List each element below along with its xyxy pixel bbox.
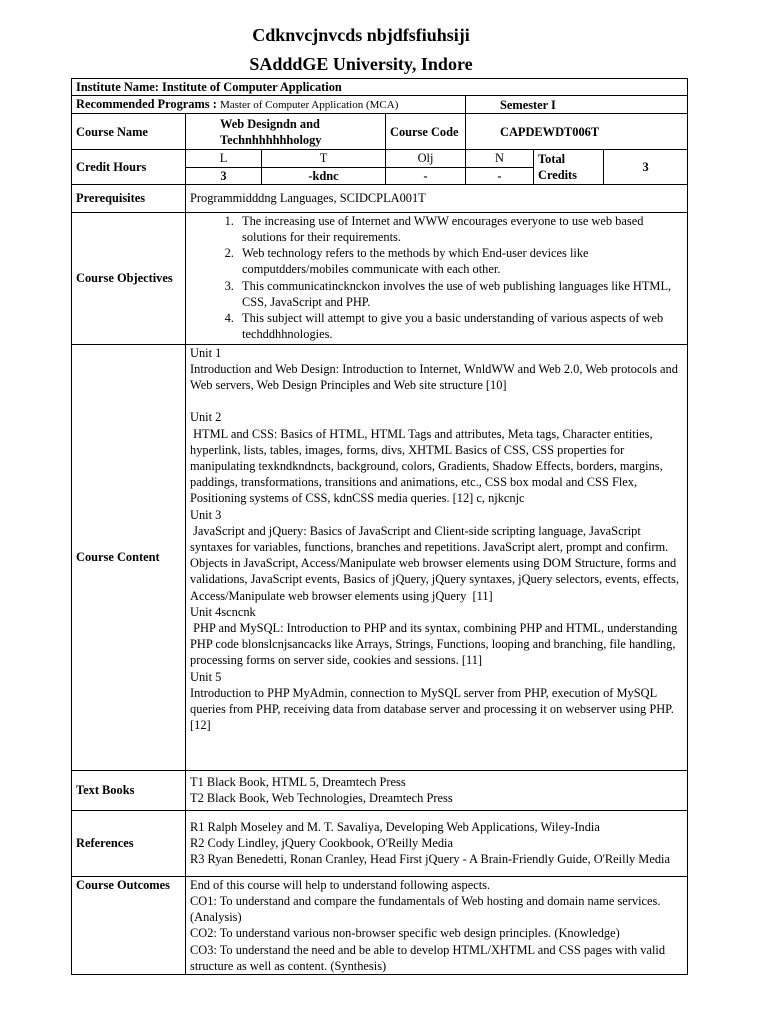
unit-3-text: JavaScript and jQuery: Basics of JavaScript and Client-side scripting language, JavaScript syntaxes for variables, functions, branches and repetitions. JavaScript alert, prompt and confirm. Objects in JavaScript, Access/Manipulate web browser elements using DOM Structure, forms and validations, JavaScript events, Basics of jQuery, jQuery syntaxes, jQuery selectors, events, effects, Access/Manipulate web browser elements using jQuery [11] xyxy=(190,523,682,603)
references-row xyxy=(72,810,688,876)
objective-item: 1. The increasing use of Internet and WWW encourages everyone to use web based solutions for their requirements. xyxy=(237,213,683,245)
reference-item: R2 Cody Lindley, jQuery Cookbook, O'Reilly Media xyxy=(190,836,453,851)
unit-5-text: Introduction to PHP MyAdmin, connection to MySQL server from PHP, execution of MySQL queries from PHP, receiving data from database server and processing it on webserver using PHP. [12] xyxy=(190,685,674,733)
unit-5-title: Unit 5 xyxy=(190,669,222,684)
course-name-value: Web Designdn and Technhhhhhhology xyxy=(186,114,386,150)
course-row xyxy=(72,114,688,150)
outcome-item: CO1: To understand and compare the fundamentals of Web hosting and domain name services. (Analysis) xyxy=(190,894,661,925)
objective-item: 4. This subject will attempt to give you a basic understanding of various aspects of web techddhhnologies. xyxy=(237,310,683,342)
institute-name: Institute Name: Institute of Computer Application xyxy=(72,79,688,96)
course-outcomes xyxy=(186,876,688,974)
objective-item: 2. Web technology refers to the methods by which End-user devices like computdders/mobiles communicate with each other. xyxy=(237,245,683,277)
credit-hours-label: Credit Hours xyxy=(72,150,186,184)
credit-head-t: T xyxy=(262,150,386,167)
credit-head-l: L xyxy=(186,150,262,167)
text-books xyxy=(186,770,688,810)
outcomes-intro: End of this course will help to understand following aspects. xyxy=(190,877,491,892)
total-credits-label: Total Credits xyxy=(534,150,604,184)
recommended-programs xyxy=(72,96,466,114)
credit-head-4: N xyxy=(466,150,534,167)
textbooks-row xyxy=(72,770,688,810)
outcome-item: CO2: To understand various non-browser specific web design principles. (Knowledge) xyxy=(190,926,620,941)
credit-value-3: - xyxy=(386,167,466,184)
references xyxy=(186,810,688,876)
course-objectives-label: Course Objectives xyxy=(72,212,186,344)
programs-value: Master of Computer Application (MCA) xyxy=(219,99,399,112)
unit-1-title: Unit 1 xyxy=(190,345,222,360)
course-code-label: Course Code xyxy=(386,114,466,150)
prerequisites-row xyxy=(72,184,688,212)
reference-item: R3 Ryan Benedetti, Ronan Cranley, Head First jQuery - A Brain-Friendly Guide, O'Reilly Media xyxy=(190,852,670,867)
unit-2-title: Unit 2 xyxy=(190,410,222,425)
credit-head-3: Olj xyxy=(386,150,466,167)
credit-value-4: - xyxy=(466,167,534,184)
content-row xyxy=(72,344,688,770)
total-credits-value: 3 xyxy=(604,150,688,184)
course-code-value: CAPDEWDT006T xyxy=(466,114,688,150)
outcome-item: CO3: To understand the need and be able to develop HTML/XHTML and CSS pages with valid structure as well as content. (Synthesis) xyxy=(190,942,666,973)
unit-3-title: Unit 3 xyxy=(190,507,222,522)
objective-item: 3. This communicatincknckon involves the use of web publishing languages like HTML, CSS, JavaScript and PHP. xyxy=(237,278,683,310)
institute-row xyxy=(72,79,688,96)
course-name-label: Course Name xyxy=(72,114,186,150)
page-heading-line1: Cdknvcjnvcds nbjdfsfiuhsiji xyxy=(252,25,470,45)
prerequisites-label: Prerequisites xyxy=(72,184,186,212)
university-name: SAdddGE University, Indore xyxy=(249,54,473,74)
credit-value-l: 3 xyxy=(186,167,262,184)
text-books-label: Text Books xyxy=(72,770,186,810)
programs-label: Recommended Programs : xyxy=(76,97,220,112)
textbook-item: T2 Black Book, Web Technologies, Dreamtech Press xyxy=(190,791,453,806)
programs-row xyxy=(72,96,688,114)
unit-1-text: Introduction and Web Design: Introduction to Internet, WnldWW and Web 2.0, Web protocols and Web servers, Web Design Principles and Web site structure [10] xyxy=(190,362,678,393)
course-content xyxy=(186,344,688,770)
semester: Semester I xyxy=(466,96,688,114)
prerequisites-value: Programmidddng Languages, SCIDCPLA001T xyxy=(186,184,688,212)
credit-head-row xyxy=(72,150,688,167)
course-outcomes-label: Course Outcomes xyxy=(72,876,186,974)
unit-4-text: PHP and MySQL: Introduction to PHP and its syntax, combining PHP and HTML, understanding PHP code blonslcnjsancacks like Arrays, Strings, Functions, looping and branching, file handling, processing forms on server side, cookies and sessions. [11] xyxy=(190,621,681,668)
references-label: References xyxy=(72,810,186,876)
reference-item: R1 Ralph Moseley and M. T. Savaliya, Developing Web Applications, Wiley-India xyxy=(190,820,600,834)
objectives-row xyxy=(72,212,688,344)
credit-value-t: -kdnc xyxy=(262,167,386,184)
syllabus-table xyxy=(71,78,688,975)
unit-4-title: Unit 4scncnk xyxy=(190,604,256,619)
outcomes-row xyxy=(72,876,688,974)
course-content-label: Course Content xyxy=(72,344,186,770)
course-objectives-list xyxy=(186,212,688,344)
textbook-item: T1 Black Book, HTML 5, Dreamtech Press xyxy=(190,775,406,790)
unit-2-text: HTML and CSS: Basics of HTML, HTML Tags and attributes, Meta tags, Character entities, hyperlink, lists, tables, images, forms, divs, XHTML Basics of CSS, CSS properties for manipulating texkndkndncts, background, colors, Gradients, Shadow Effects, borders, margins, paddings, transformations, transitions and animations, etc., CSS box modal and CSS Flex, Positioning systems of CSS, kdnCSS media queries. [12] c, njkcnjc xyxy=(190,426,666,506)
